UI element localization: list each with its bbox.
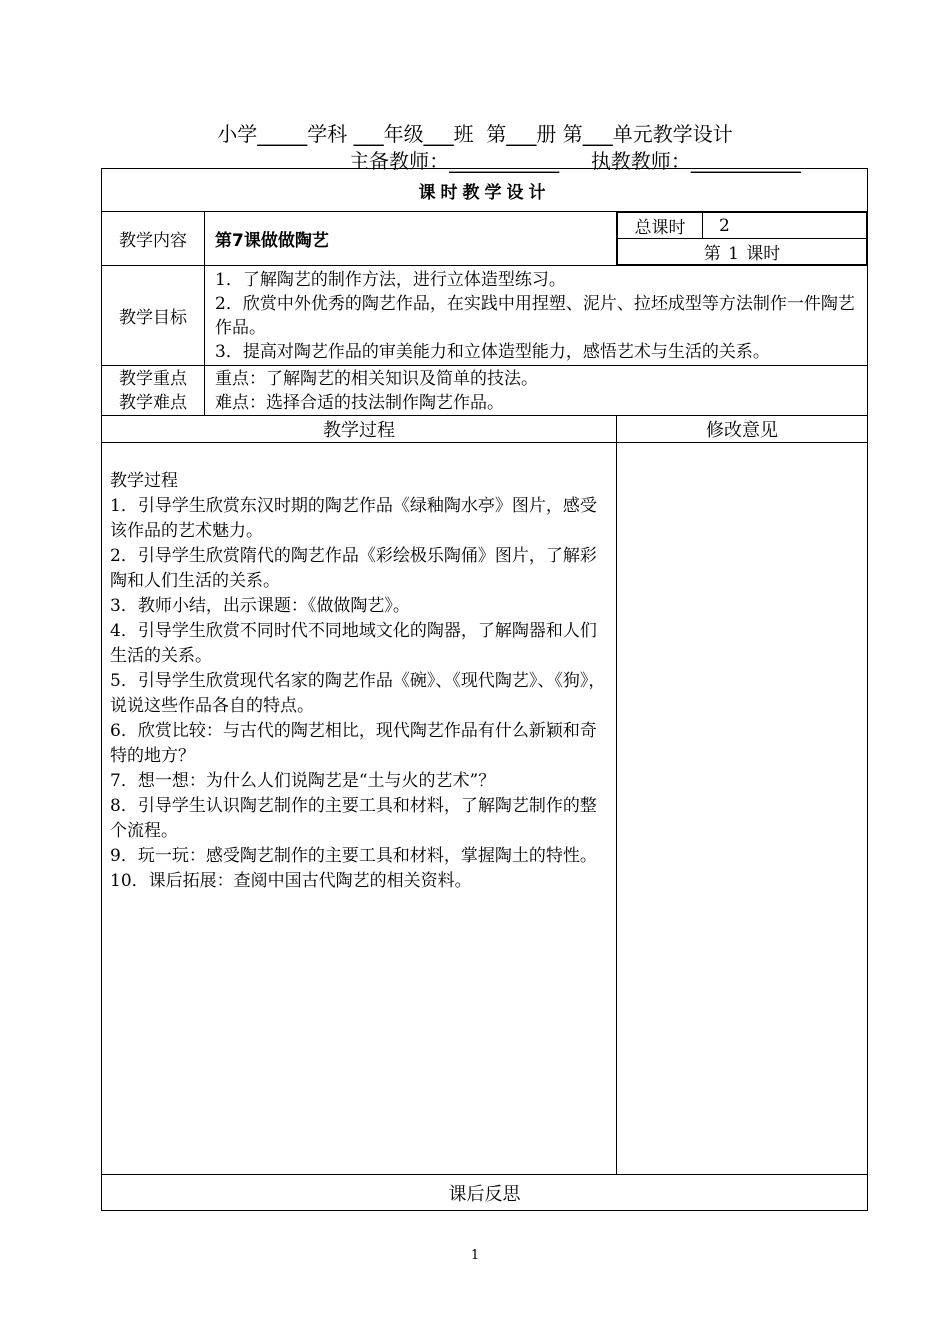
process-step: 6．欣赏比较：与古代的陶艺相比，现代陶艺作品有什么新颖和奇特的地方？ [110,721,597,766]
process-header: 教学过程 [102,416,617,443]
table-title: 课时教学设计 [102,169,868,212]
goal-item: 2．欣赏中外优秀的陶艺作品，在实践中用捏塑、泥片、拉坯成型等方法制作一件陶艺作品。 [215,293,855,338]
page-number: 1 [470,1248,480,1263]
content-label: 教学内容 [102,212,205,266]
process-step: 10．课后拓展：查阅中国古代陶艺的相关资料。 [110,871,472,891]
lesson-design-table [101,168,868,1211]
difficulty-point: 难点：选择合适的技法制作陶艺作品。 [215,392,504,413]
difficulty-label: 教学难点 [119,392,187,413]
revision-notes-area [617,443,868,1175]
total-hours-label: 总课时 [618,213,703,239]
process-step: 9．玩一玩：感受陶艺制作的主要工具和材料，掌握陶土的特性。 [110,846,597,866]
key-label: 教学重点 [119,368,187,389]
process-step: 5．引导学生欣赏现代名家的陶艺作品《碗》、《现代陶艺》、《狗》，说说这些作品各自的特点。 [110,671,606,716]
total-hours-value: 2 [703,213,867,239]
goals-label: 教学目标 [102,266,205,366]
key-point: 重点：了解陶艺的相关知识及简单的技法。 [215,368,538,389]
process-content [102,443,617,1175]
goal-item: 1．了解陶艺的制作方法，进行立体造型练习。 [215,269,566,290]
current-hour: 第 1 课时 [618,239,867,265]
reflection-label: 课后反思 [102,1175,868,1211]
process-step: 7．想一想：为什么人们说陶艺是“土与火的艺术”？ [110,771,496,791]
revision-header: 修改意见 [617,416,868,443]
process-step: 4．引导学生欣赏不同时代不同地域文化的陶器，了解陶器和人们生活的关系。 [110,621,597,666]
goal-item: 3．提高对陶艺作品的审美能力和立体造型能力，感悟艺术与生活的关系。 [215,341,770,362]
process-step: 2．引导学生欣赏隋代的陶艺作品《彩绘极乐陶俑》图片，了解彩陶和人们生活的关系。 [110,546,597,591]
teacher-line: 主备教师：___________ 执教教师：___________ [349,149,801,173]
document-title-line: 小学_____学科 ___年级___班 第___册 第___单元教学设计 [217,122,733,146]
lesson-name: 第7课做做陶艺 [205,212,617,266]
process-step: 8．引导学生认识陶艺制作的主要工具和材料，了解陶艺制作的整个流程。 [110,796,597,841]
process-title: 教学过程 [110,471,178,491]
process-step: 3．教师小结，出示课题：《做做陶艺》。 [110,596,410,616]
process-step: 1．引导学生欣赏东汉时期的陶艺作品《绿釉陶水亭》图片，感受该作品的艺术魅力。 [110,496,597,541]
